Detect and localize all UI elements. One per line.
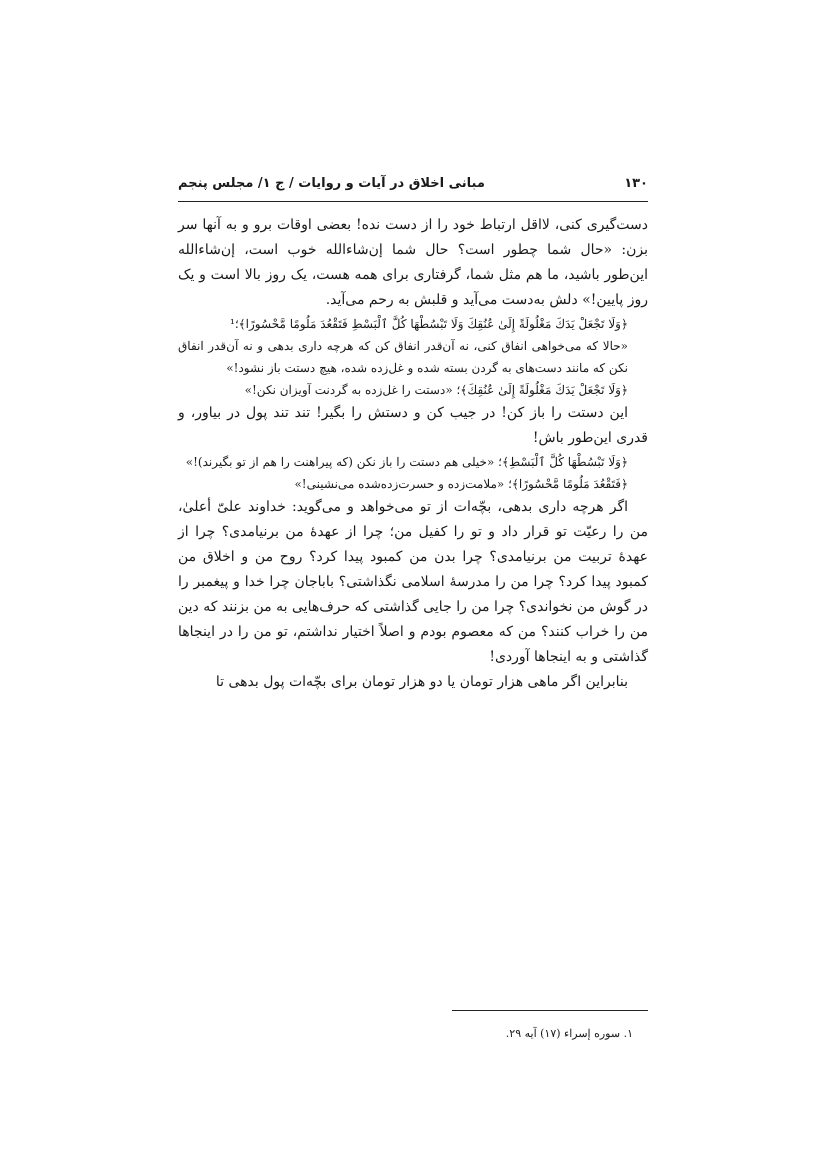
verse-commentary: ﴿فَتَقْعُدَ مَلُومًا مَّحْسُورًا﴾؛ «ملامت‌زده و حسرت‌زده‌شده می‌نشینی!» xyxy=(294,477,628,491)
quran-verse: ﴿وَلَا تَجْعَلْ يَدَكَ مَغْلُولَةً إِلَىٰ عُنُقِكَ وَلَا تَبْسُطْهَا كُلَّ ٱلْبَسْطِ فَتَقْعُدَ مَلُومًا مَّحْسُورًا﴾؛¹ xyxy=(230,317,628,331)
verse-commentary: ﴿وَلَا تَجْعَلْ يَدَكَ مَغْلُولَةً إِلَىٰ عُنُقِكَ﴾؛ «دستت را غل‌زده به گردنت آویزان نکن!» xyxy=(244,383,628,397)
footnote-rule xyxy=(452,1010,648,1011)
verse-translation: «حالا که می‌خواهی انفاق کنی، نه آن‌قدر انفاق کن که هرچه داری بدهی و نه آن‌قدر انفاق نکن که مانند دست‌های به گردن بسته شده و غل‌زده شده، هیچ دستت باز نشود!» xyxy=(178,339,628,375)
header-rule xyxy=(178,201,648,202)
verse-commentary: ﴿وَلَا تَبْسُطْهَا كُلَّ ٱلْبَسْطِ﴾؛ «خیلی هم دستت را باز نکن (که پیراهنت را هم از تو بگیرند)!» xyxy=(185,455,628,469)
paragraph: اگر هرچه داری بدهی، بچّه‌ات از تو می‌خواهد و می‌گوید: خداوند علیّ أعلیٰ، من را رعیّت تو قرار داد و تو را کفیل من؛ چرا از عهدهٔ من برنیامدی؟ چرا از عهدهٔ تربیت من برنیامدی؟ چرا بدن من کمبود پیدا کرد؟ روح من و اخلاق من کمبود پیدا کرد؟ چرا من را مدرسهٔ اسلامی نگذاشتی؟ باباجان چرا خدا و پیغمبر را در گوش من نخواندی؟ چرا من را جایی گذاشتی که حرف‌هایی به من بزنند که دین من را خراب کنند؟ من که معصوم بودم و اصلاً اختیار نداشتم، تو من را در اینجاها گذاشتی و به اینجاها آوردی! xyxy=(178,499,648,665)
body-text xyxy=(178,213,648,695)
footnote: ۱. سوره إسراء (۱۷) آیه ۲۹. xyxy=(505,1027,633,1040)
paragraph: بنابراین اگر ماهی هزار تومان یا دو هزار تومان برای بچّه‌ات پول بدهی تا xyxy=(215,674,628,690)
page-number: ۱۳۰ xyxy=(624,176,648,191)
paragraph: این دستت را باز کن! در جیب کن و دستش را بگیر! تند تند پول در بیاور، و قدری این‌طور باش! xyxy=(178,405,648,446)
running-title: مبانی اخلاق در آیات و روایات / ج ۱/ مجلس پنجم xyxy=(178,176,485,191)
running-header xyxy=(178,172,648,198)
paragraph: دست‌گیری کنی، لااقل ارتباط خود را از دست نده! بعضی اوقات برو و به آنها سر بزن: «حال شما چطور است؟ حال شما إن‌شاءالله خوب است، إن‌شاءالله این‌طور باشید، ما هم مثل شما، گرفتاری برای همه هست، یک روز بالا است و یک روز پایین!» دلش به‌دست می‌آید و قلبش به رحم می‌آید. xyxy=(178,217,648,308)
